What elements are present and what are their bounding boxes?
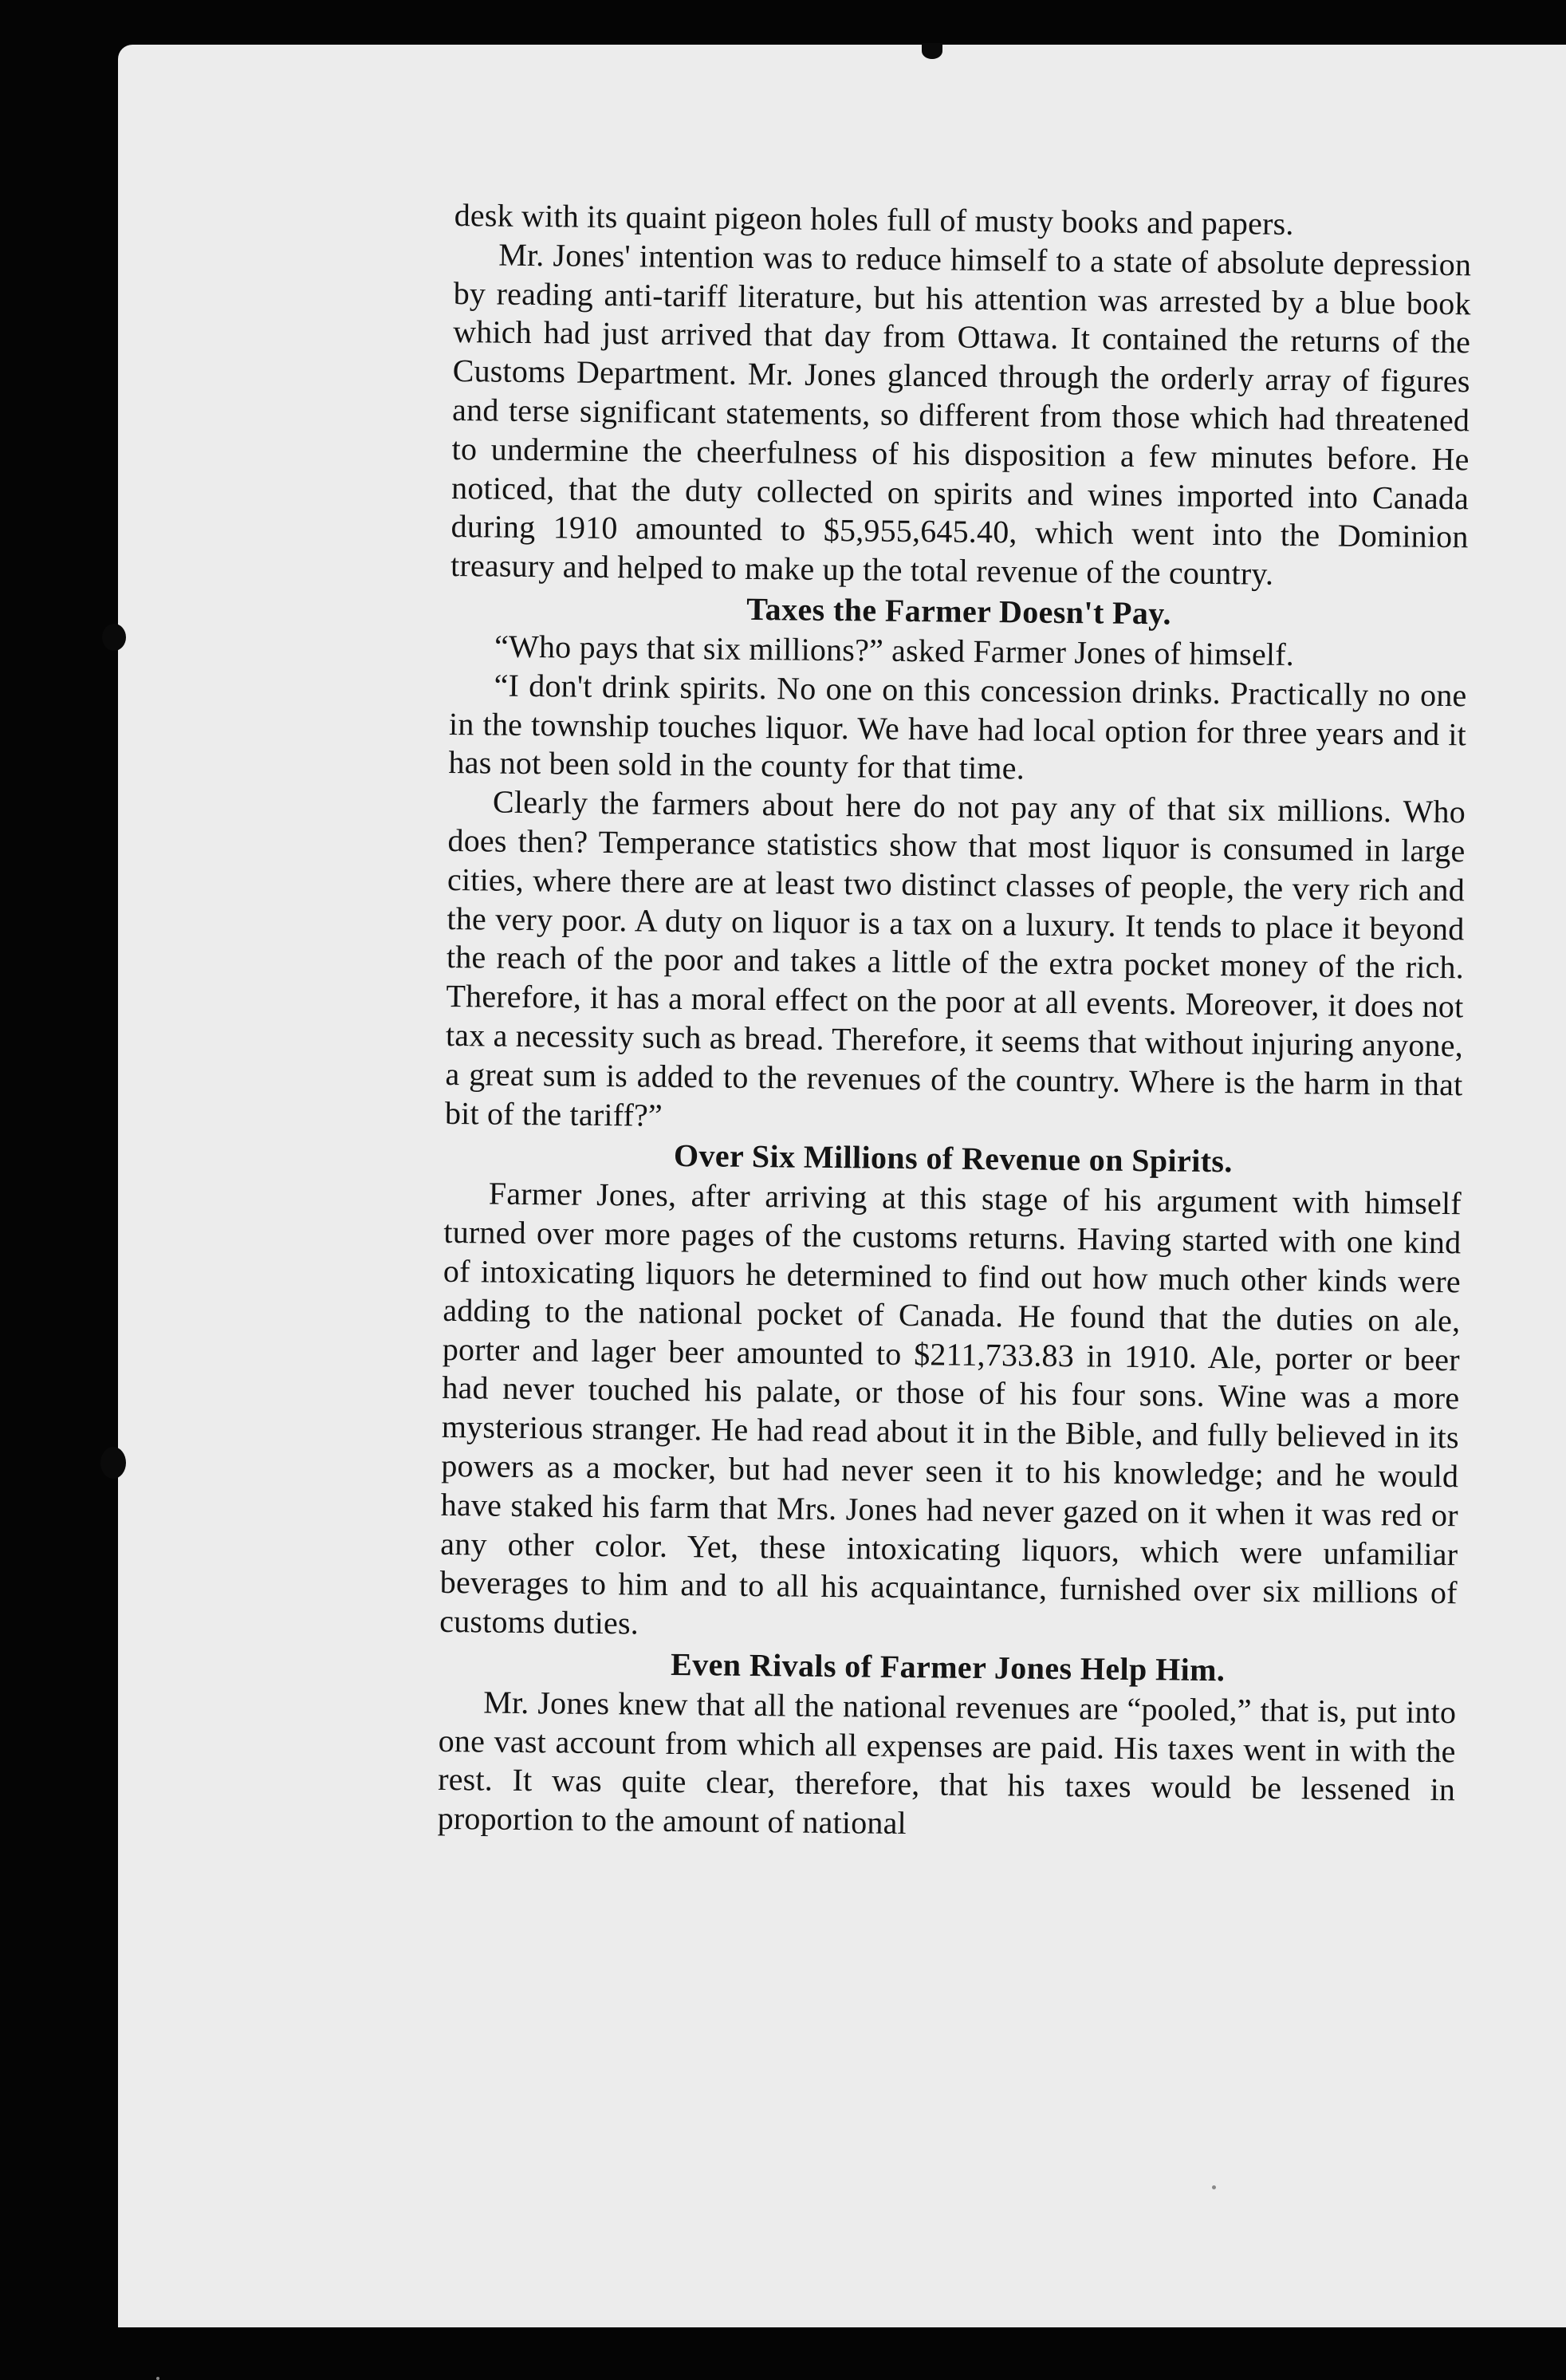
paragraph-blue-book: Mr. Jones' intention was to reduce himself to a state of absolute depression by reading anti-tariff literature, but his attention was arrested by a blue book which had just arrived that day from Ottawa. It contained the returns of the Customs Department. Mr. Jones glanced through the orderly array of figures and terse significant statements, so different from those which had threatened to undermine the cheerfulness of his disposition a few minutes before. He noticed, that the duty collected on spirits and wines imported into Canada during 1910 amounted to $5,955,645.40, which went into the Dominion treasury and helped to make up the total revenue of the country. [450, 236, 1472, 592]
scan-speck [156, 2377, 159, 2380]
scan-speck [1212, 2185, 1216, 2189]
paragraph-pooled-revenues: Mr. Jones knew that all the national revenues are “pooled,” that is, put into one vast account from which all expenses are paid. His taxes went in with the rest. It was quite clear, therefore, that his taxes would be lessened in proportion to the amount of national [437, 1684, 1457, 1842]
scanned-page [118, 45, 1566, 2327]
top-edge-notch [922, 43, 942, 59]
binding-mark-bottom [100, 1447, 126, 1479]
heading-even-rivals: Even Rivals of Farmer Jones Help Him. [670, 1645, 1226, 1688]
paragraph-who-pays: “Who pays that six millions?” asked Farmer Jones of himself. [494, 628, 1295, 673]
heading-taxes-farmer-doesnt-pay: Taxes the Farmer Doesn't Pay. [746, 590, 1172, 632]
paragraph-customs-returns: Farmer Jones, after arriving at this stage of his argument with himself turned over more pages of the customs returns. Having started with one kind of intoxicating liquors he determined to find out how much other kinds were adding to the national pocket of Canada. He found that the duties on ale, porter and lager beer amounted to $211,733.83 in 1910. Ale, porter or beer had never touched his palate, or those of his four sons. Wine was a more mysterious stranger. He had read about it in the Bible, and fully believed in its powers as a mocker, but had never seen it to his knowledge; and he would have staked his farm that Mrs. Jones had never gazed on it when it was red or any other color. Yet, these intoxicating liquors, which were unfamiliar beverages to him and to all his acquaintance, furnished over six millions of customs duties. [439, 1175, 1462, 1641]
page-body-text [437, 196, 1471, 1849]
paragraph-continued: desk with its quaint pigeon holes full of musty books and papers. [454, 196, 1294, 242]
heading-six-millions-revenue: Over Six Millions of Revenue on Spirits. [673, 1137, 1234, 1180]
paragraph-farmers-do-not-pay: Clearly the farmers about here do not pay any of that six millions. Who does then? Temperance statistics show that most liquor is consumed in large cities, where there are at least two distinct classes of people, the very rich and the very poor. A duty on liquor is a tax on a luxury. It tends to place it beyond the reach of the poor and takes a little of the extra pocket money of the rich. Therefore, it has a moral effect on the poor at all events. Moreover, it does not tax a necessity such as bread. Therefore, it seems that without injuring anyone, a great sum is added to the revenues of the country. Where is the harm in that bit of the tariff?” [444, 783, 1466, 1133]
binding-mark-top [102, 624, 126, 651]
paragraph-dont-drink: “I don't drink spirits. No one on this concession drinks. Practically no one in the township touches liquor. We have had local option for three years and it has not been sold in the county for that time. [448, 667, 1467, 786]
